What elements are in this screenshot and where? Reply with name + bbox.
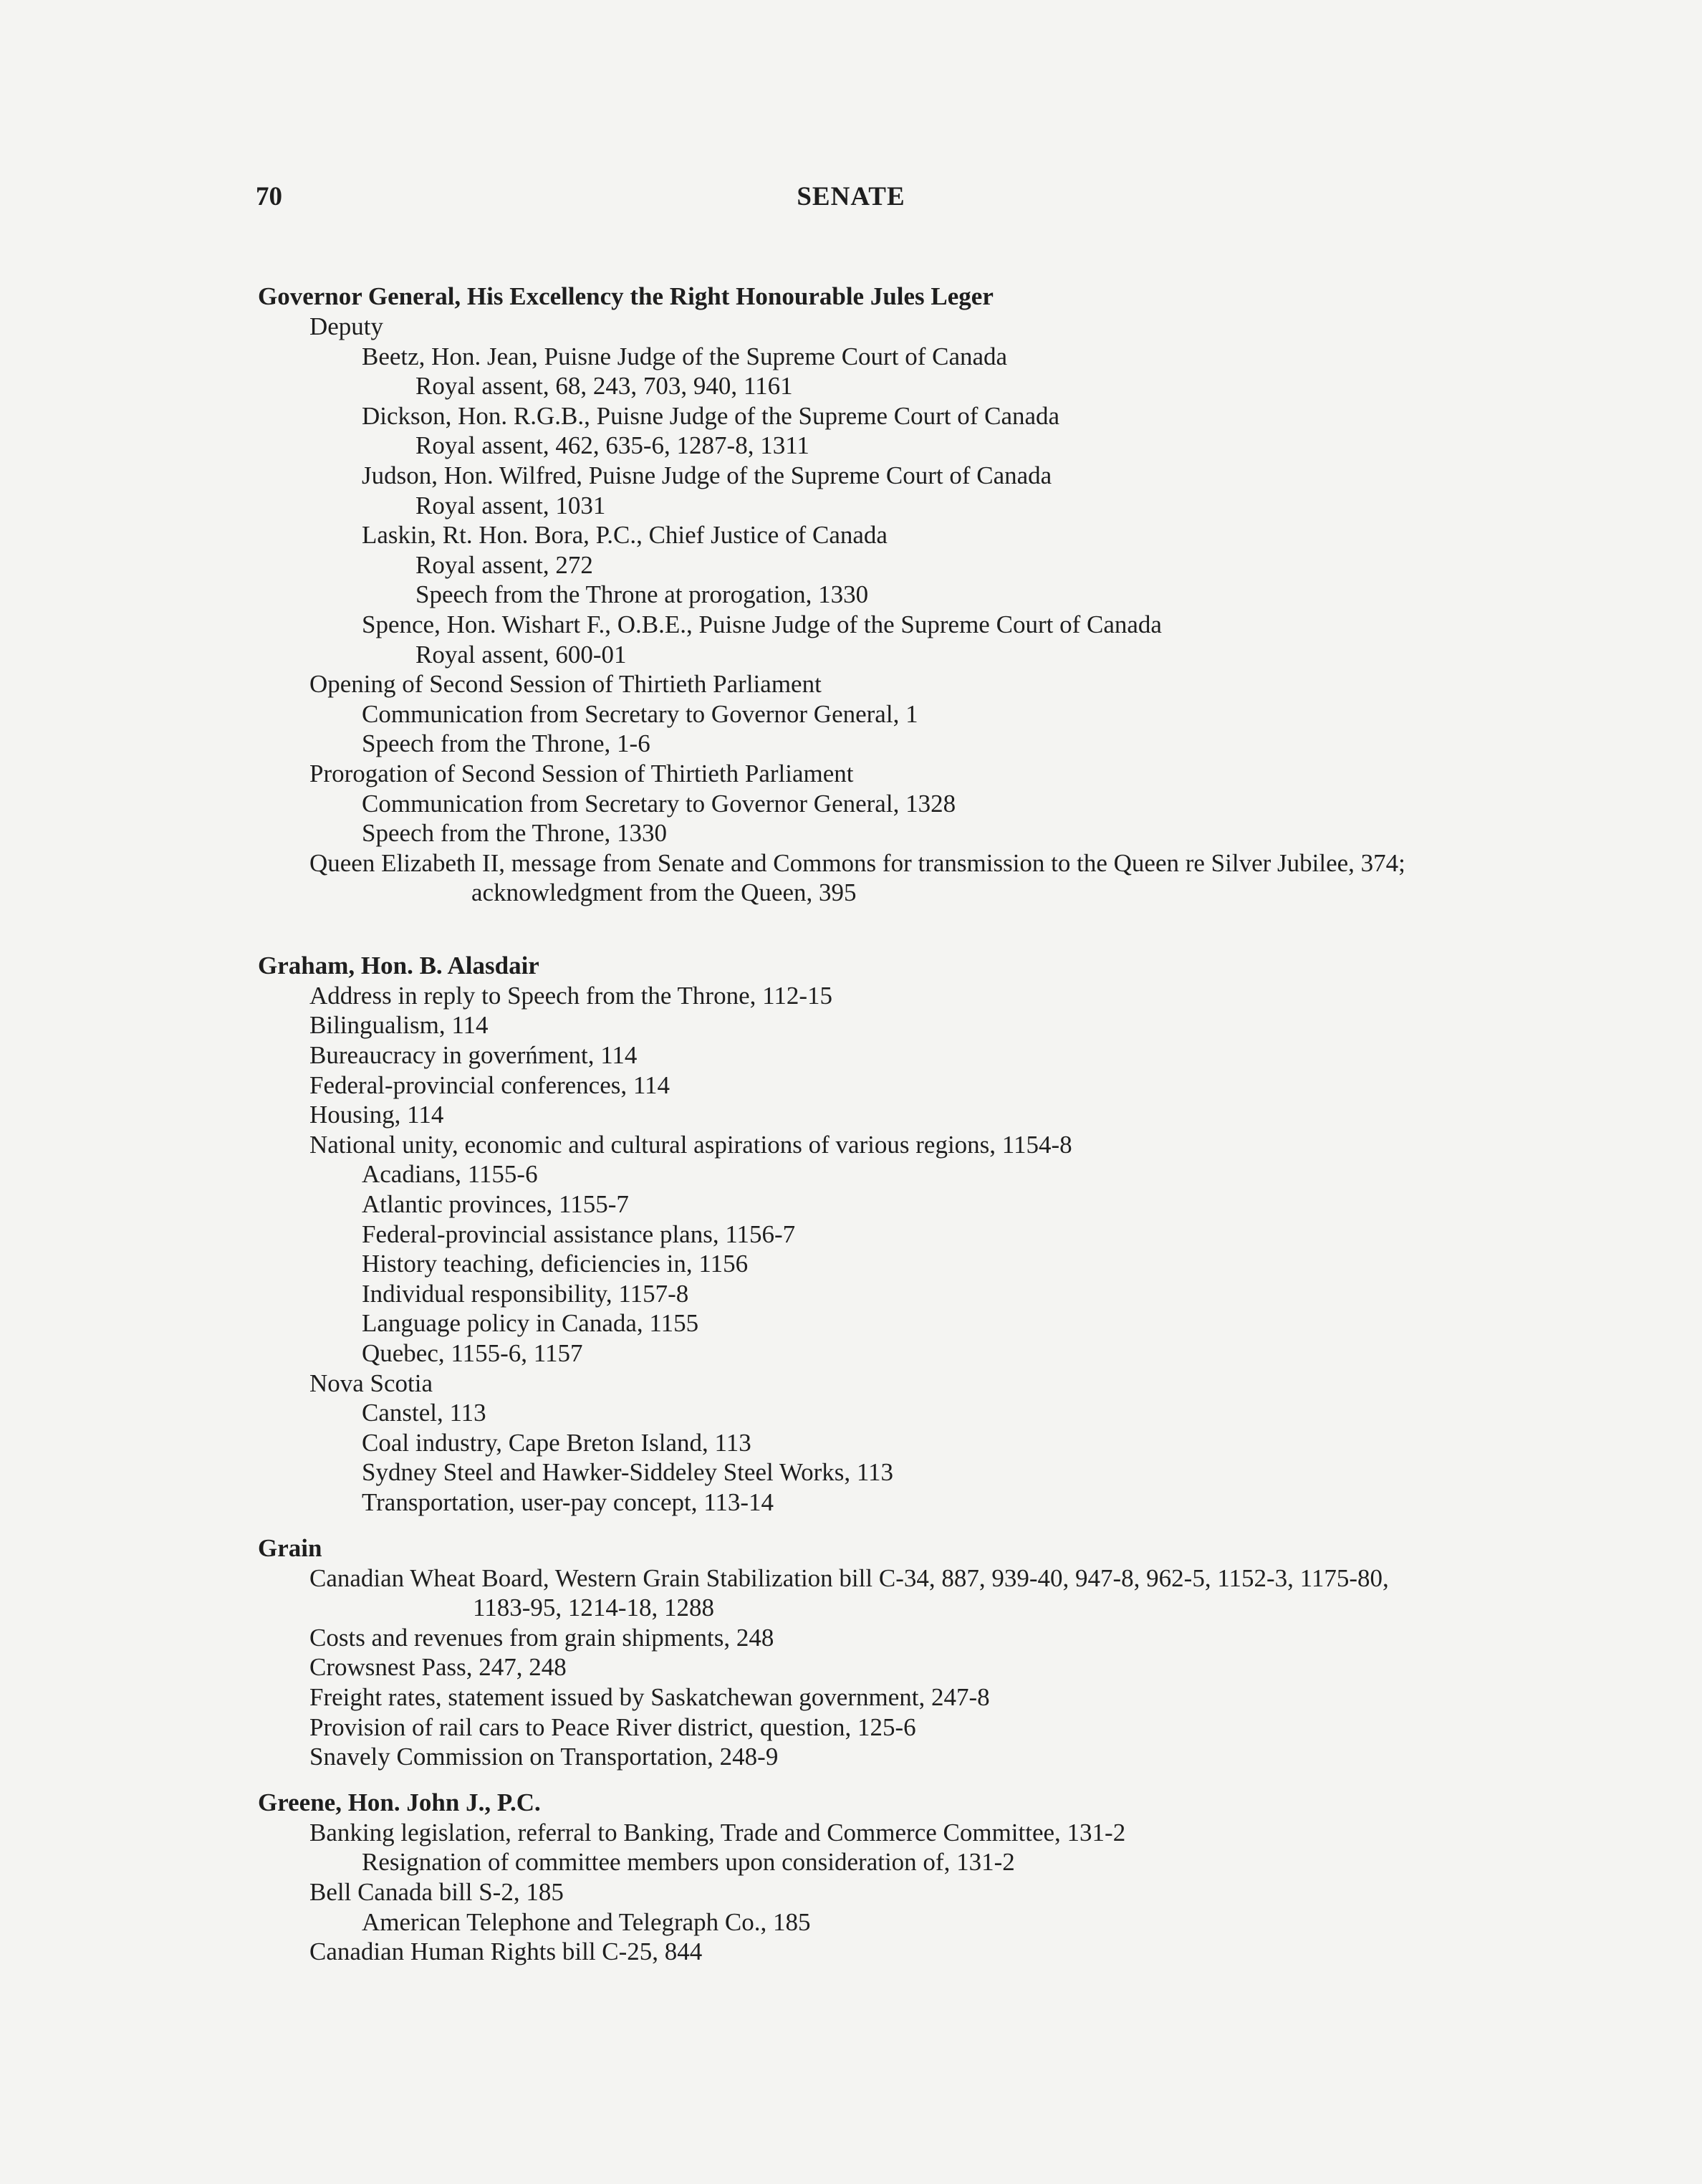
subentry-bell: Bell Canada bill S-2, 185 — [309, 1877, 564, 1906]
index-body — [258, 282, 1605, 1967]
page-number: 70 — [256, 182, 282, 211]
subentry-prorogation-speech: Speech from the Throne, 1330 — [362, 819, 668, 848]
subentry-quebec: Quebec, 1155-6, 1157 — [362, 1339, 583, 1367]
subentry-dickson: Dickson, Hon. R.G.B., Puisne Judge of the Supreme Court of Canada — [362, 401, 1060, 430]
subentry-nova-scotia: Nova Scotia — [309, 1369, 433, 1397]
entry-heading-governor-general: Governor General, His Excellency the Right Honourable Jules Leger — [258, 282, 994, 310]
subentry-laskin: Laskin, Rt. Hon. Bora, P.C., Chief Justice of Canada — [362, 521, 888, 550]
subentry-queen: Queen Elizabeth II, message from Senate and Commons for transmission to the Queen re Silver Jubilee, 374; — [309, 848, 1405, 877]
subentry-bureaucracy: Bureaucracy in goverńment, 114 — [309, 1041, 638, 1070]
subentry-bilingualism: Bilingualism, 114 — [309, 1011, 489, 1040]
subentry-language: Language policy in Canada, 1155 — [362, 1309, 699, 1338]
subentry-crowsnest: Crowsnest Pass, 247, 248 — [309, 1653, 567, 1682]
subentry-atlantic: Atlantic provinces, 1155-7 — [362, 1190, 629, 1219]
subentry-dickson-assent: Royal assent, 462, 635-6, 1287-8, 1311 — [415, 431, 809, 460]
subentry-acadians: Acadians, 1155-6 — [362, 1160, 538, 1189]
subentry-opening-speech: Speech from the Throne, 1-6 — [362, 729, 650, 758]
subentry-queen-continued: acknowledgment from the Queen, 395 — [471, 878, 857, 907]
entry-heading-grain: Grain — [258, 1533, 322, 1562]
subentry-beetz: Beetz, Hon. Jean, Puisne Judge of the Supreme Court of Canada — [362, 342, 1008, 370]
subentry-human-rights: Canadian Human Rights bill C-25, 844 — [309, 1938, 703, 1966]
running-title: SENATE — [797, 182, 905, 211]
subentry-laskin-speech: Speech from the Throne at prorogation, 1330 — [415, 580, 869, 609]
section-gap — [258, 908, 1605, 951]
subentry-prorogation-comm: Communication from Secretary to Governor General, 1328 — [362, 789, 956, 818]
subentry-banking: Banking legislation, referral to Banking, Trade and Commerce Committee, 131-2 — [309, 1818, 1126, 1847]
subentry-canstel: Canstel, 113 — [362, 1399, 486, 1427]
section-gap — [258, 1772, 1605, 1788]
subentry-resignation: Resignation of committee members upon consideration of, 131-2 — [362, 1848, 1015, 1877]
subentry-spence-assent: Royal assent, 600-01 — [415, 640, 627, 669]
subentry-snavely: Snavely Commission on Transportation, 248-9 — [309, 1743, 779, 1771]
subentry-spence: Spence, Hon. Wishart F., O.B.E., Puisne Judge of the Supreme Court of Canada — [362, 610, 1162, 638]
subentry-laskin-assent: Royal assent, 272 — [415, 550, 593, 579]
subentry-history: History teaching, deficiencies in, 1156 — [362, 1250, 749, 1278]
entry-heading-graham: Graham, Hon. B. Alasdair — [258, 951, 539, 980]
subentry-rail-cars: Provision of rail cars to Peace River district, question, 125-6 — [309, 1713, 916, 1741]
subentry-prorogation: Prorogation of Second Session of Thirtieth Parliament — [309, 759, 854, 787]
subentry-judson-assent: Royal assent, 1031 — [415, 491, 606, 519]
subentry-opening: Opening of Second Session of Thirtieth Parliament — [309, 670, 822, 699]
subentry-transportation: Transportation, user-pay concept, 113-14 — [362, 1488, 774, 1516]
subentry-deputy: Deputy — [309, 312, 384, 340]
subentry-judson: Judson, Hon. Wilfred, Puisne Judge of the Supreme Court of Canada — [362, 461, 1052, 489]
subentry-freight: Freight rates, statement issued by Saskatchewan government, 247-8 — [309, 1682, 990, 1711]
subentry-sydney: Sydney Steel and Hawker-Siddeley Steel Works, 113 — [362, 1458, 894, 1487]
subentry-costs: Costs and revenues from grain shipments, 248 — [309, 1623, 774, 1652]
subentry-national-unity: National unity, economic and cultural aspirations of various regions, 1154-8 — [309, 1130, 1072, 1159]
subentry-wheat-board-continued: 1183-95, 1214-18, 1288 — [473, 1594, 715, 1622]
subentry-assistance: Federal-provincial assistance plans, 1156-7 — [362, 1220, 796, 1248]
section-gap — [258, 1518, 1605, 1533]
subentry-federal-provincial: Federal-provincial conferences, 114 — [309, 1071, 670, 1099]
subentry-wheat-board: Canadian Wheat Board, Western Grain Stabilization bill C-34, 887, 939-40, 947-8, 962-5, 1152-3, 1175-80, — [309, 1563, 1389, 1592]
subentry-address: Address in reply to Speech from the Throne, 112-15 — [309, 981, 832, 1010]
subentry-individual: Individual responsibility, 1157-8 — [362, 1279, 689, 1308]
subentry-opening-comm: Communication from Secretary to Governor General, 1 — [362, 699, 918, 728]
subentry-beetz-assent: Royal assent, 68, 243, 703, 940, 1161 — [415, 372, 793, 401]
subentry-att: American Telephone and Telegraph Co., 185 — [362, 1907, 811, 1936]
subentry-housing: Housing, 114 — [309, 1101, 444, 1129]
entry-heading-greene: Greene, Hon. John J., P.C. — [258, 1788, 541, 1816]
subentry-coal: Coal industry, Cape Breton Island, 113 — [362, 1428, 751, 1457]
